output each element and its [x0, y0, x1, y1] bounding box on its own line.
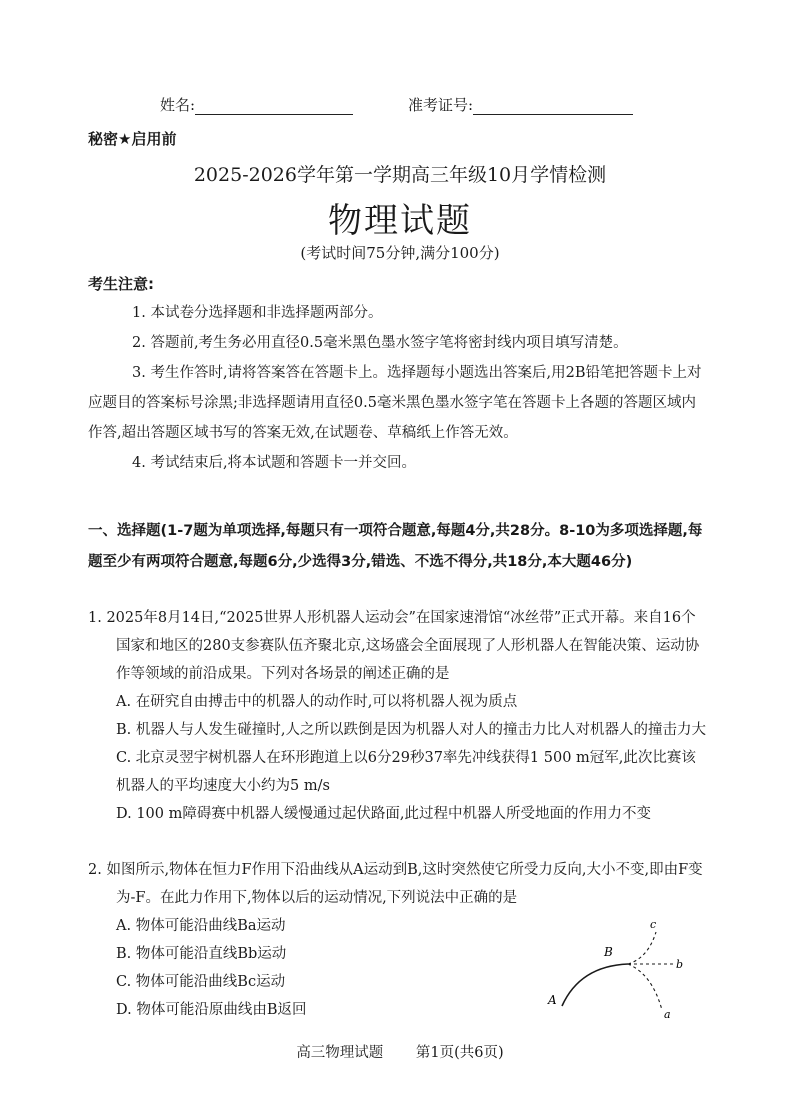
notice-item: 4. 考试结束后,将本试题和答题卡一并交回。 [132, 455, 417, 471]
exam-number-blank [473, 98, 633, 115]
exam-number-field [408, 94, 633, 115]
option-a: A. 物体可能沿曲线Ba运动 [116, 918, 286, 934]
exam-number-label: 准考证号: [408, 96, 474, 114]
subject-title: 物理试题 [328, 201, 472, 241]
notice-list [88, 298, 704, 478]
curve-bc [628, 932, 656, 964]
question-1 [88, 604, 708, 828]
section-title: 一、选择题(1-7题为单项选择,每题只有一项符合题意,每题4分,共28分。8-10为多项选择题,每题至少有两项符合题意,每题6分,少选得3分,错选、不选不得分,共18分,本大题46分) [88, 523, 703, 570]
name-blank [195, 98, 353, 115]
exam-info: (考试时间75分钟,满分100分) [300, 244, 500, 262]
curve-ba [628, 964, 662, 1010]
name-label: 姓名: [160, 96, 196, 114]
footer-page-number: 第1页(共6页) [415, 1045, 504, 1061]
secret-mark: 秘密★启用前 [88, 130, 177, 148]
notice-item: 2. 答题前,考生务必用直径0.5毫米黑色墨水签字笔将密封线内项目填写清楚。 [132, 335, 628, 351]
question-stem: 2. 如图所示,物体在恒力F作用下沿曲线从A运动到B,这时突然使它所受力反向,大小不变,即由F变为-F。在此力作用下,物体以后的运动情况,下列说法中正确的是 [88, 862, 703, 906]
label-b: b [676, 958, 684, 971]
option-c: C. 物体可能沿曲线Bc运动 [116, 974, 286, 990]
label-c: c [650, 918, 657, 931]
option-b: B. 物体可能沿直线Bb运动 [116, 946, 287, 962]
exam-title: 2025-2026学年第一学期高三年级10月学情检测 [193, 164, 607, 186]
label-B: B [604, 945, 613, 959]
option-d: D. 物体可能沿原曲线由B返回 [116, 1002, 307, 1018]
notice-item: 3. 考生作答时,请将答案答在答题卡上。选择题每小题选出答案后,用2B铅笔把答题卡上对应题目的答案标号涂黑;非选择题请用直径0.5毫米黑色墨水签字笔在答题卡上各题的答题区域内作答,超出答题区域书写的答案无效,在试题卷、草稿纸上作答无效。 [88, 365, 702, 441]
label-a: a [664, 1008, 671, 1021]
option-b: B. 机器人与人发生碰撞时,人之所以跌倒是因为机器人对人的撞击力比人对机器人的撞击力大 [116, 722, 706, 738]
label-A: A [548, 993, 557, 1007]
curve-ab [562, 964, 628, 1006]
footer-subject: 高三物理试题 [296, 1045, 384, 1061]
name-field [160, 94, 353, 115]
option-c: C. 北京灵翌宇树机器人在环形跑道上以6分29秒37率先冲线获得1 500 m冠军,此次比赛该机器人的平均速度大小约为5 m/s [116, 750, 696, 794]
question-stem: 1. 2025年8月14日,“2025世界人形机器人运动会”在国家速滑馆“冰丝带”正式开幕。来自16个国家和地区的280支参赛队伍齐聚北京,这场盛会全面展现了人形机器人在智能决策、运动协作等领域的前沿成果。下列对各场景的阐述正确的是 [88, 610, 700, 682]
notice-heading: 考生注意: [88, 275, 154, 293]
option-d: D. 100 m障碍赛中机器人缓慢通过起伏路面,此过程中机器人所受地面的作用力不变 [116, 806, 651, 822]
page-footer [0, 1041, 800, 1062]
notice-item: 1. 本试卷分选择题和非选择题两部分。 [132, 305, 383, 321]
trajectory-diagram [540, 918, 690, 1023]
option-a: A. 在研究自由搏击中的机器人的动作时,可以将机器人视为质点 [116, 694, 518, 710]
